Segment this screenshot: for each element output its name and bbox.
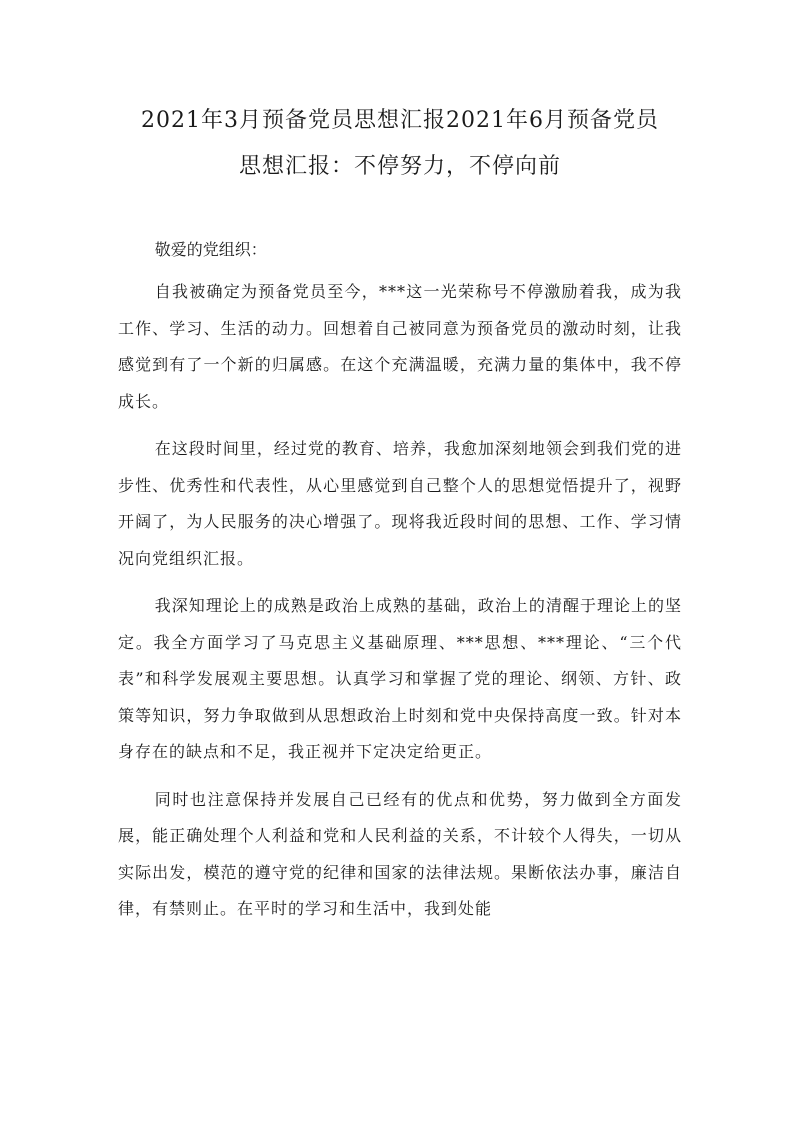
salutation: 敬爱的党组织： [154, 240, 267, 259]
title-line-1: 2021年3月预备党员思想汇报2021年6月预备党员 [141, 108, 659, 133]
paragraph-3: 我深知理论上的成熟是政治上成熟的基础，政治上的清醒于理论上的坚定。我全方面学习了马克思主义基础原理、***思想、***理论、“三个代表”和科学发展观主要思想。认真学习和掌握了党的理论、纲领、方针、政策等知识，努力争取做到从思想政治上时刻和党中央保持高度一致。针对本身存在的缺点和不足，我正视并下定决定给更正。 [118, 596, 682, 761]
paragraph-2: 在这段时间里，经过党的教育、培养，我愈加深刻地领会到我们党的进步性、优秀性和代表性，从心里感觉到自己整个人的思想觉悟提升了，视野开阔了，为人民服务的决心增强了。现将我近段时间的思想、工作、学习情况向党组织汇报。 [118, 439, 682, 568]
paragraph-1: 自我被确定为预备党员至今，***这一光荣称号不停激励着我，成为我工作、学习、生活的动力。回想着自己被同意为预备党员的激动时刻，让我感觉到有了一个新的归属感。在这个充满温暖，充满力量的集体中，我不停成长。 [118, 282, 682, 411]
title-line-2: 思想汇报：不停努力，不停向前 [238, 154, 561, 179]
paragraph-4: 同时也注意保持并发展自己已经有的优点和优势，努力做到全方面发展，能正确处理个人利益和党和人民利益的关系，不计较个人得失，一切从实际出发，模范的遵守党的纪律和国家的法律法规。果断依法办事，廉洁自律，有禁则止。在平时的学习和生活中，我到处能 [118, 789, 682, 918]
document-title [118, 98, 682, 190]
